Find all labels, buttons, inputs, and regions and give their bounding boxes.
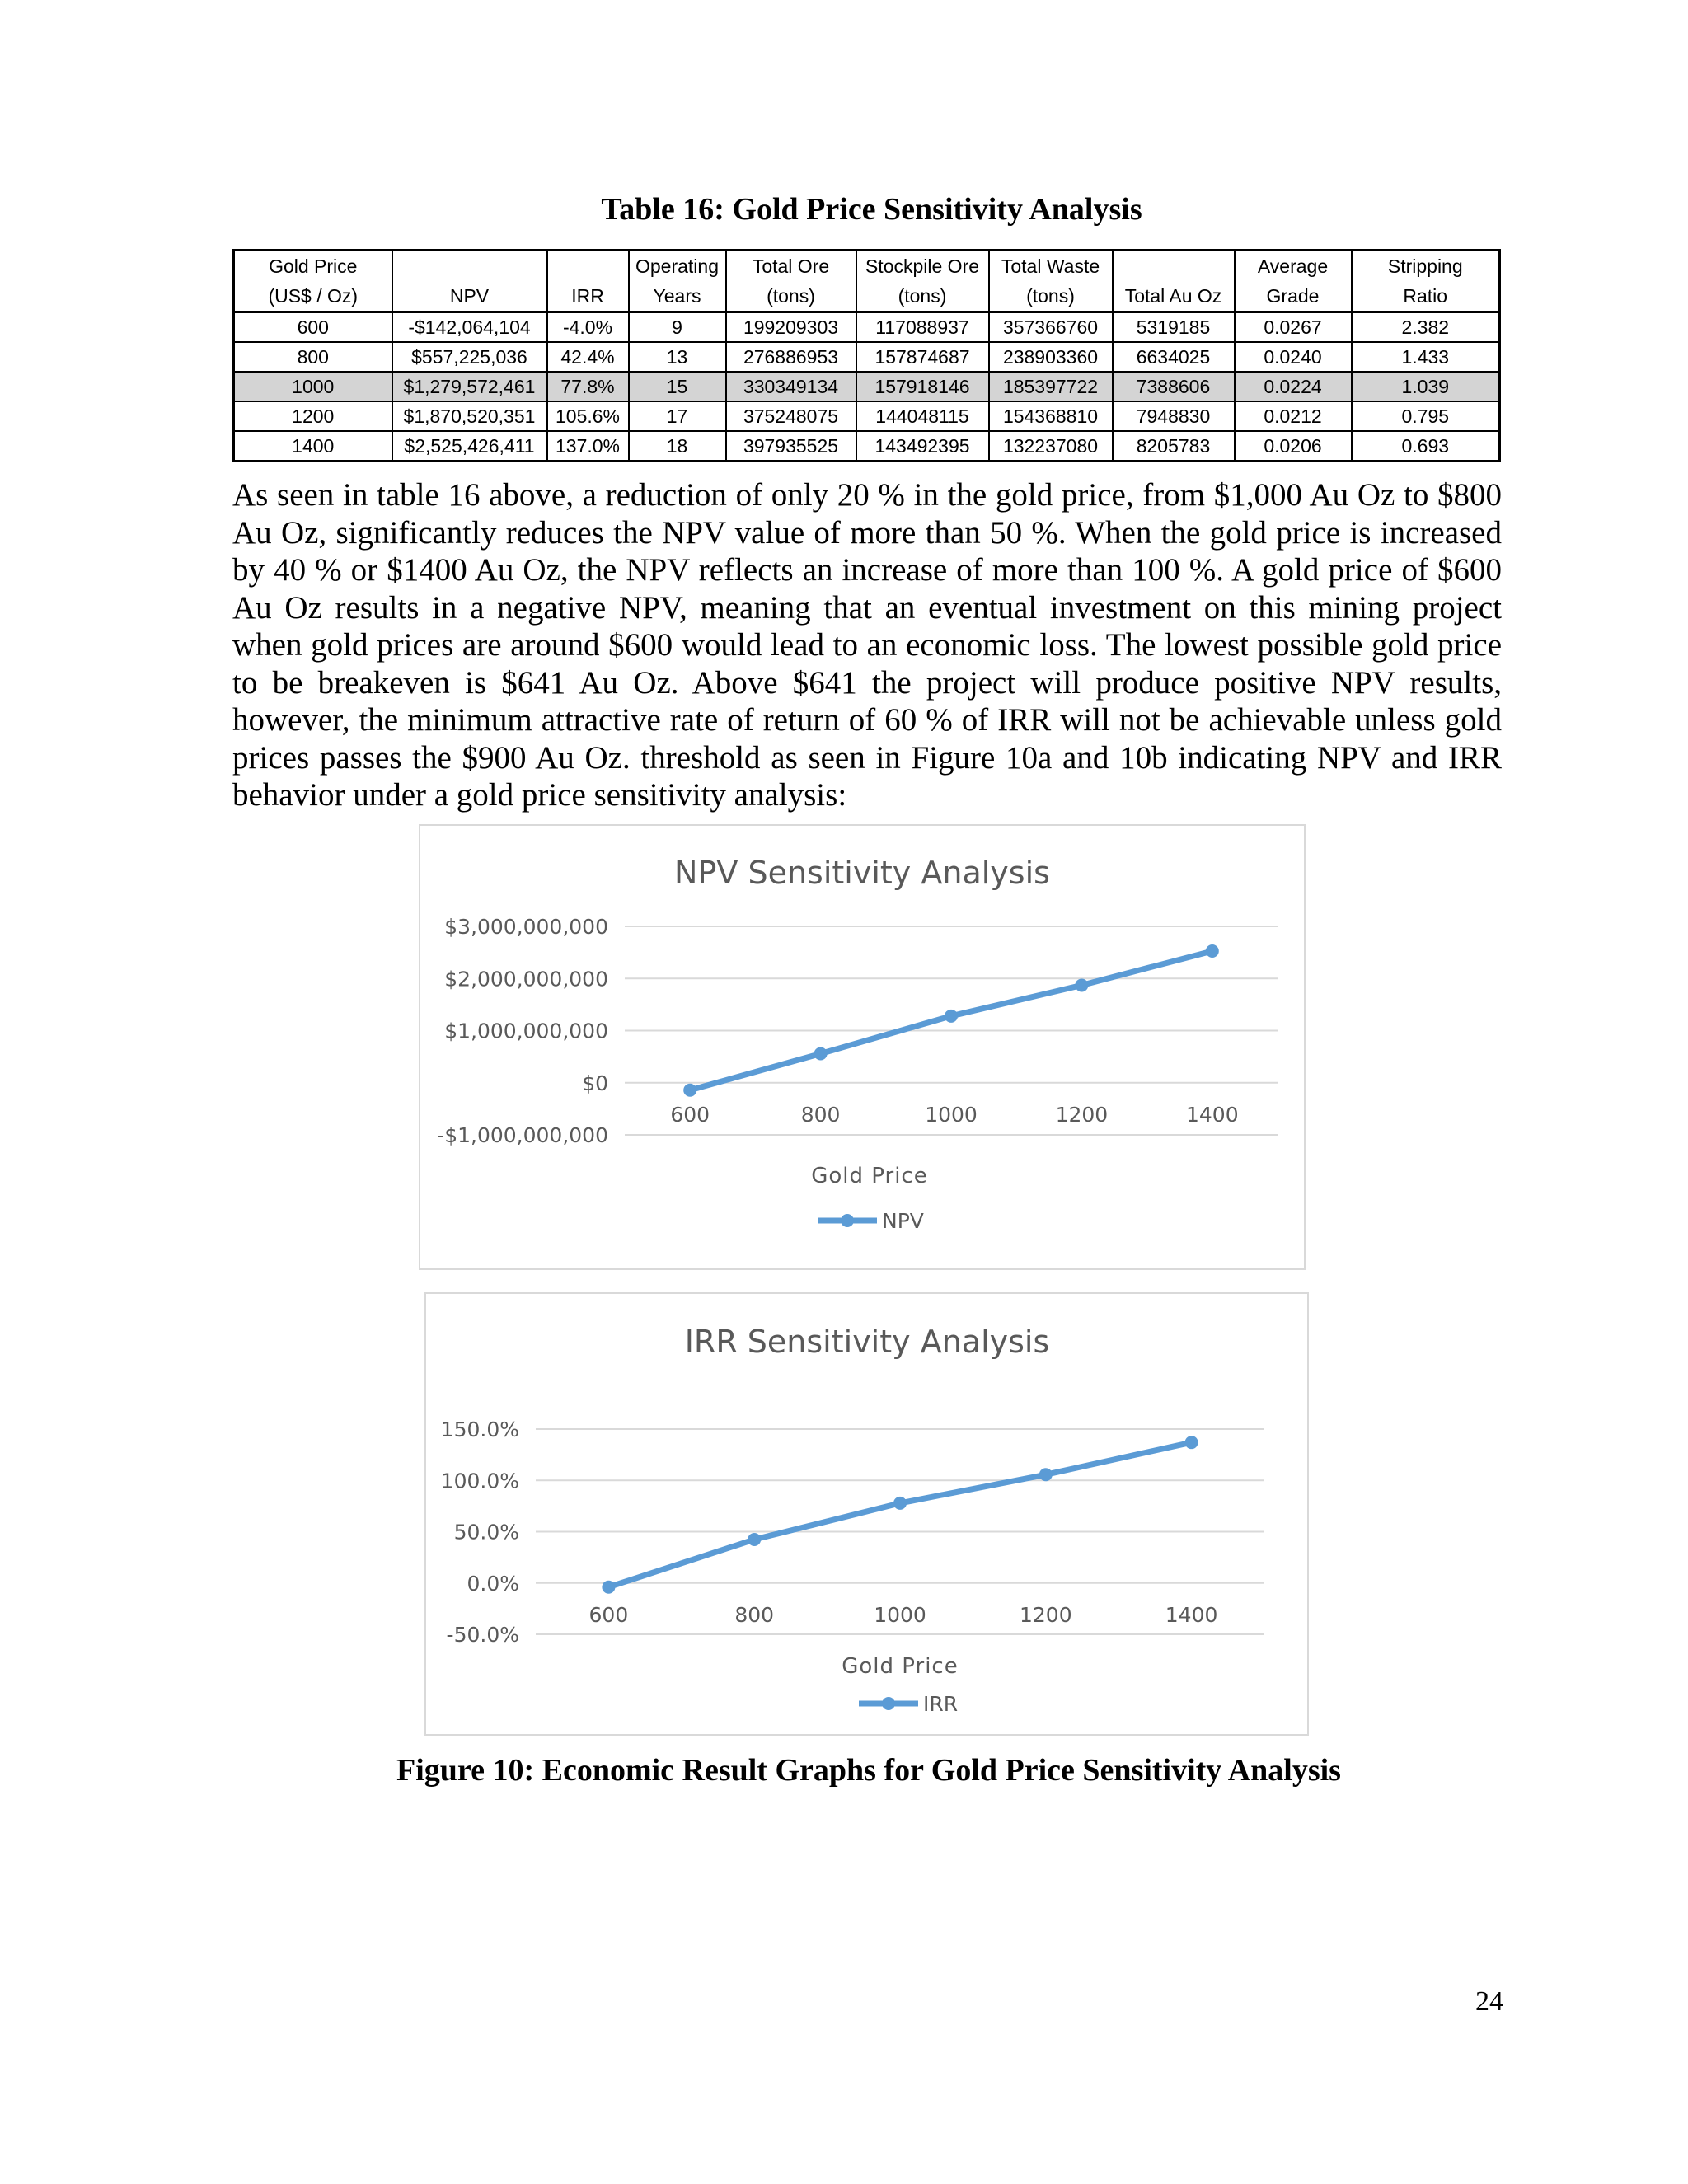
table-row [234,431,1500,462]
data-point [814,1047,828,1061]
table-cell: 154368810 [989,401,1113,431]
table-row [234,401,1500,431]
table-cell: -4.0% [547,312,629,343]
table-cell: 800 [234,342,392,372]
table-cell: 0.0206 [1235,431,1352,462]
header-npv: NPV [392,251,547,312]
data-point [683,1084,696,1097]
header-average-grade: Average Grade [1235,251,1352,312]
table-cell: 357366760 [989,312,1113,343]
x-axis-label: Gold Price [842,1654,959,1679]
table-cell: 42.4% [547,342,629,372]
data-point [1075,978,1088,991]
header-total-au-oz: Total Au Oz [1113,251,1235,312]
x-tick-label: 1400 [1185,1102,1239,1127]
table-cell: 0.795 [1352,401,1500,431]
table-cell: 157918146 [856,372,989,401]
y-tick-label: $3,000,000,000 [444,915,608,939]
data-point [1206,944,1219,958]
npv-chart-svg [420,826,1304,1268]
data-point [748,1533,761,1546]
y-tick-label: 150.0% [440,1418,519,1441]
x-tick-label: 1200 [1055,1102,1109,1127]
data-point [945,1010,958,1023]
table-cell: 375248075 [726,401,856,431]
y-tick-label: $0 [582,1071,608,1095]
header-irr: IRR [547,251,629,312]
table-cell: 77.8% [547,372,629,401]
table-cell: 0.0240 [1235,342,1352,372]
table-cell: 9 [629,312,726,343]
data-point [1039,1468,1053,1481]
data-point [893,1497,907,1510]
table-cell: 144048115 [856,401,989,431]
table-cell: 0.0224 [1235,372,1352,401]
table-cell: 330349134 [726,372,856,401]
table-cell: 8205783 [1113,431,1235,462]
table-cell: 132237080 [989,431,1113,462]
table-cell: 105.6% [547,401,629,431]
table-cell: 15 [629,372,726,401]
chart-title: IRR Sensitivity Analysis [684,1324,1050,1360]
sensitivity-table [232,249,1501,462]
series-line [608,1442,1191,1587]
table-cell: 143492395 [856,431,989,462]
x-tick-label: 800 [734,1602,775,1627]
table-cell: 600 [234,312,392,343]
table-cell: 13 [629,342,726,372]
data-point [1185,1436,1198,1449]
table-cell: 7948830 [1113,401,1235,431]
table-cell: 17 [629,401,726,431]
page-number: 24 [1475,1986,1503,2017]
x-tick-label: 1200 [1019,1602,1072,1627]
x-axis-label: Gold Price [811,1164,928,1188]
table-cell: 397935525 [726,431,856,462]
table-cell: 0.693 [1352,431,1500,462]
table-cell: $2,525,426,411 [392,431,547,462]
table-cell: 1200 [234,401,392,431]
table-cell: 0.0212 [1235,401,1352,431]
legend-marker [882,1697,895,1710]
table-cell: 137.0% [547,431,629,462]
header-total-waste: Total Waste (tons) [989,251,1113,312]
header-operating-years: Operating Years [629,251,726,312]
table-cell: $1,279,572,461 [392,372,547,401]
table-cell: 1.433 [1352,342,1500,372]
data-point [602,1581,615,1594]
table-cell: 157874687 [856,342,989,372]
table-cell: $1,870,520,351 [392,401,547,431]
y-tick-label: -50.0% [446,1623,519,1647]
table-title: Table 16: Gold Price Sensitivity Analysis [601,192,1142,227]
irr-chart-svg [426,1294,1307,1734]
y-tick-label: 50.0% [453,1520,519,1544]
body-paragraph: As seen in table 16 above, a reduction of only 20 % in the gold price, from $1,000 Au Oz to $800 Au Oz, significantly reduces the NPV value of more than 50 %. When the gold price is increased by 40 % or $1400 Au Oz, the NPV reflects an increase of more than 100 %. A gold price of $600 Au Oz results in a negative NPV, meaning that an eventual investment on this mining project when gold prices are around $600 would lead to an economic loss. The lowest possible gold price to be breakeven is $641 Au Oz. Above $641 the project will produce positive NPV results, however, the minimum attractive rate of return of 60 % of IRR will not be achievable unless gold prices passes the $900 Au Oz. threshold as seen in Figure 10a and 10b indicating NPV and IRR behavior under a gold price sensitivity analysis: [232,477,1502,813]
y-tick-label: $2,000,000,000 [444,967,608,991]
header-gold-price: Gold Price (US$ / Oz) [234,251,392,312]
table-cell: 117088937 [856,312,989,343]
table-row-highlighted [234,372,1500,401]
header-total-ore: Total Ore (tons) [726,251,856,312]
table-cell: 5319185 [1113,312,1235,343]
table-cell: 18 [629,431,726,462]
table-cell: 1400 [234,431,392,462]
table-cell: 1000 [234,372,392,401]
x-tick-label: 600 [670,1102,710,1127]
table-cell: 0.0267 [1235,312,1352,343]
npv-chart [419,824,1306,1270]
header-stripping-ratio: Stripping Ratio [1352,251,1500,312]
legend-label: NPV [882,1209,924,1233]
table-header-row [234,251,1500,312]
header-stockpile-ore: Stockpile Ore (tons) [856,251,989,312]
table-cell: 6634025 [1113,342,1235,372]
table-cell: 185397722 [989,372,1113,401]
table-cell: 238903360 [989,342,1113,372]
y-tick-label: -$1,000,000,000 [437,1123,608,1147]
x-tick-label: 1000 [925,1102,978,1127]
table-cell: 1.039 [1352,372,1500,401]
y-tick-label: 100.0% [440,1469,519,1493]
figure-caption: Figure 10: Economic Result Graphs for Gold Price Sensitivity Analysis [396,1753,1341,1788]
table-cell: $557,225,036 [392,342,547,372]
table-cell: 2.382 [1352,312,1500,343]
y-tick-label: $1,000,000,000 [444,1019,608,1043]
x-tick-label: 1400 [1165,1602,1218,1627]
table-cell: 7388606 [1113,372,1235,401]
table-row [234,342,1500,372]
legend-label: IRR [923,1692,959,1716]
y-tick-label: 0.0% [467,1571,519,1596]
table-row [234,312,1500,343]
irr-chart [424,1292,1309,1736]
x-tick-label: 600 [588,1602,629,1627]
table-cell: 199209303 [726,312,856,343]
table-cell: 276886953 [726,342,856,372]
legend-marker [841,1214,854,1227]
chart-title: NPV Sensitivity Analysis [674,855,1050,891]
table-cell: -$142,064,104 [392,312,547,343]
x-tick-label: 800 [800,1102,841,1127]
x-tick-label: 1000 [874,1602,926,1627]
